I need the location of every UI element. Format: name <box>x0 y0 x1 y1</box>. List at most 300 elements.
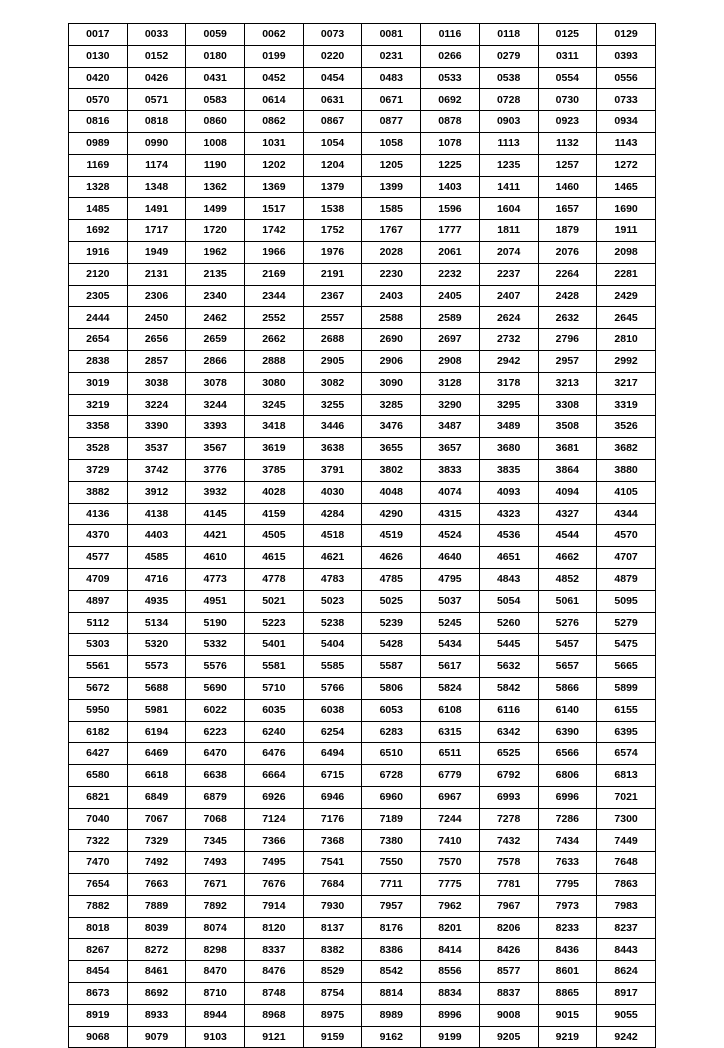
table-cell: 0671 <box>362 89 421 111</box>
table-row <box>69 721 656 743</box>
table-cell: 5303 <box>69 634 128 656</box>
table-cell: 5223 <box>245 612 304 634</box>
table-cell: 2624 <box>479 307 538 329</box>
table-cell: 7244 <box>421 808 480 830</box>
table-cell: 0017 <box>69 24 128 46</box>
table-cell: 7671 <box>186 874 245 896</box>
table-row <box>69 874 656 896</box>
table-cell: 7957 <box>362 895 421 917</box>
table-cell: 3508 <box>538 416 597 438</box>
table-cell: 8237 <box>597 917 656 939</box>
table-cell: 7434 <box>538 830 597 852</box>
table-cell: 2306 <box>127 285 186 307</box>
table-row <box>69 394 656 416</box>
table-cell: 6664 <box>245 765 304 787</box>
table-cell: 3178 <box>479 372 538 394</box>
table-row <box>69 1004 656 1026</box>
table-cell: 5320 <box>127 634 186 656</box>
table-cell: 3418 <box>245 416 304 438</box>
table-cell: 3680 <box>479 438 538 460</box>
table-cell: 8919 <box>69 1004 128 1026</box>
table-cell: 6510 <box>362 743 421 765</box>
table-cell: 1465 <box>597 176 656 198</box>
table-cell: 2428 <box>538 285 597 307</box>
table-cell: 1235 <box>479 154 538 176</box>
table-cell: 0125 <box>538 24 597 46</box>
number-table-container <box>68 23 656 1043</box>
table-cell: 3128 <box>421 372 480 394</box>
table-cell: 7930 <box>303 895 362 917</box>
table-cell: 7967 <box>479 895 538 917</box>
table-cell: 3078 <box>186 372 245 394</box>
table-cell: 7040 <box>69 808 128 830</box>
table-cell: 2662 <box>245 329 304 351</box>
table-cell: 6946 <box>303 786 362 808</box>
table-row <box>69 634 656 656</box>
table-row <box>69 481 656 503</box>
table-cell: 6993 <box>479 786 538 808</box>
table-cell: 8267 <box>69 939 128 961</box>
table-cell: 2632 <box>538 307 597 329</box>
table-cell: 8470 <box>186 961 245 983</box>
table-cell: 7882 <box>69 895 128 917</box>
number-table <box>68 23 656 1048</box>
table-cell: 2191 <box>303 263 362 285</box>
table-cell: 4290 <box>362 503 421 525</box>
table-cell: 6390 <box>538 721 597 743</box>
table-cell: 3776 <box>186 459 245 481</box>
table-cell: 4159 <box>245 503 304 525</box>
table-cell: 4403 <box>127 525 186 547</box>
table-cell: 1362 <box>186 176 245 198</box>
table-cell: 6053 <box>362 699 421 721</box>
table-cell: 0538 <box>479 67 538 89</box>
table-cell: 2645 <box>597 307 656 329</box>
table-cell: 3864 <box>538 459 597 481</box>
table-row <box>69 438 656 460</box>
table-cell: 8206 <box>479 917 538 939</box>
table-cell: 2857 <box>127 350 186 372</box>
table-row <box>69 895 656 917</box>
table-cell: 1143 <box>597 132 656 154</box>
table-cell: 2429 <box>597 285 656 307</box>
table-cell: 5276 <box>538 612 597 634</box>
table-cell: 5657 <box>538 656 597 678</box>
table-cell: 0818 <box>127 111 186 133</box>
table-cell: 2061 <box>421 241 480 263</box>
table-cell: 9008 <box>479 1004 538 1026</box>
table-cell: 4843 <box>479 568 538 590</box>
table-cell: 1811 <box>479 220 538 242</box>
table-cell: 2690 <box>362 329 421 351</box>
table-cell: 7278 <box>479 808 538 830</box>
table-cell: 4136 <box>69 503 128 525</box>
table-cell: 8556 <box>421 961 480 983</box>
table-cell: 0990 <box>127 132 186 154</box>
table-cell: 2462 <box>186 307 245 329</box>
table-cell: 8426 <box>479 939 538 961</box>
table-cell: 8865 <box>538 983 597 1005</box>
table-cell: 6638 <box>186 765 245 787</box>
table-cell: 4421 <box>186 525 245 547</box>
table-cell: 1596 <box>421 198 480 220</box>
table-cell: 7863 <box>597 874 656 896</box>
table-cell: 8120 <box>245 917 304 939</box>
table-row <box>69 808 656 830</box>
table-cell: 1538 <box>303 198 362 220</box>
table-cell: 7578 <box>479 852 538 874</box>
table-row <box>69 525 656 547</box>
table-cell: 7493 <box>186 852 245 874</box>
table-cell: 7663 <box>127 874 186 896</box>
table-cell: 5190 <box>186 612 245 634</box>
table-cell: 2957 <box>538 350 597 372</box>
table-cell: 8461 <box>127 961 186 983</box>
table-cell: 8996 <box>421 1004 480 1026</box>
table-cell: 3080 <box>245 372 304 394</box>
table-cell: 0426 <box>127 67 186 89</box>
table-cell: 2588 <box>362 307 421 329</box>
table-cell: 0631 <box>303 89 362 111</box>
table-cell: 5434 <box>421 634 480 656</box>
table-cell: 7795 <box>538 874 597 896</box>
table-row <box>69 917 656 939</box>
table-cell: 6342 <box>479 721 538 743</box>
table-cell: 1058 <box>362 132 421 154</box>
table-cell: 3833 <box>421 459 480 481</box>
table-cell: 0152 <box>127 45 186 67</box>
table-cell: 0556 <box>597 67 656 89</box>
table-cell: 3244 <box>186 394 245 416</box>
table-cell: 0180 <box>186 45 245 67</box>
table-cell: 5023 <box>303 590 362 612</box>
table-cell: 5766 <box>303 677 362 699</box>
table-cell: 6395 <box>597 721 656 743</box>
table-cell: 3729 <box>69 459 128 481</box>
table-cell: 5061 <box>538 590 597 612</box>
table-cell: 8542 <box>362 961 421 983</box>
table-cell: 6283 <box>362 721 421 743</box>
table-cell: 6792 <box>479 765 538 787</box>
table-cell: 2232 <box>421 263 480 285</box>
table-cell: 3219 <box>69 394 128 416</box>
table-cell: 2281 <box>597 263 656 285</box>
table-cell: 2688 <box>303 329 362 351</box>
table-cell: 5981 <box>127 699 186 721</box>
table-cell: 3619 <box>245 438 304 460</box>
table-cell: 7124 <box>245 808 304 830</box>
table-cell: 1517 <box>245 198 304 220</box>
table-cell: 8968 <box>245 1004 304 1026</box>
table-row <box>69 372 656 394</box>
table-cell: 5457 <box>538 634 597 656</box>
table-cell: 5428 <box>362 634 421 656</box>
table-cell: 0816 <box>69 111 128 133</box>
table-cell: 4935 <box>127 590 186 612</box>
table-cell: 1485 <box>69 198 128 220</box>
table-cell: 3476 <box>362 416 421 438</box>
table-cell: 1174 <box>127 154 186 176</box>
table-cell: 6715 <box>303 765 362 787</box>
table-cell: 0311 <box>538 45 597 67</box>
table-cell: 0860 <box>186 111 245 133</box>
table-cell: 7654 <box>69 874 128 896</box>
table-row <box>69 743 656 765</box>
table-cell: 6926 <box>245 786 304 808</box>
table-cell: 3567 <box>186 438 245 460</box>
table-cell: 7781 <box>479 874 538 896</box>
table-cell: 1078 <box>421 132 480 154</box>
table-cell: 4570 <box>597 525 656 547</box>
table-cell: 5112 <box>69 612 128 634</box>
table-cell: 5710 <box>245 677 304 699</box>
table-cell: 5404 <box>303 634 362 656</box>
table-cell: 5842 <box>479 677 538 699</box>
table-cell: 0118 <box>479 24 538 46</box>
table-cell: 8944 <box>186 1004 245 1026</box>
table-cell: 7176 <box>303 808 362 830</box>
table-cell: 2866 <box>186 350 245 372</box>
table-cell: 2444 <box>69 307 128 329</box>
table-cell: 7633 <box>538 852 597 874</box>
table-cell: 8176 <box>362 917 421 939</box>
table-cell: 0614 <box>245 89 304 111</box>
table-cell: 8837 <box>479 983 538 1005</box>
table-cell: 3487 <box>421 416 480 438</box>
table-cell: 4323 <box>479 503 538 525</box>
table-cell: 3019 <box>69 372 128 394</box>
table-cell: 3082 <box>303 372 362 394</box>
table-cell: 1328 <box>69 176 128 198</box>
table-cell: 8692 <box>127 983 186 1005</box>
table-cell: 5866 <box>538 677 597 699</box>
table-cell: 0483 <box>362 67 421 89</box>
table-cell: 6849 <box>127 786 186 808</box>
table-cell: 8834 <box>421 983 480 1005</box>
table-cell: 1604 <box>479 198 538 220</box>
table-cell: 3224 <box>127 394 186 416</box>
table-cell: 0730 <box>538 89 597 111</box>
table-cell: 3882 <box>69 481 128 503</box>
table-cell: 4505 <box>245 525 304 547</box>
table-cell: 4651 <box>479 547 538 569</box>
table-cell: 6470 <box>186 743 245 765</box>
table-cell: 9015 <box>538 1004 597 1026</box>
table-cell: 7067 <box>127 808 186 830</box>
table-cell: 8414 <box>421 939 480 961</box>
table-cell: 4327 <box>538 503 597 525</box>
table-cell: 0231 <box>362 45 421 67</box>
table-cell: 6806 <box>538 765 597 787</box>
table-cell: 3638 <box>303 438 362 460</box>
table-cell: 4783 <box>303 568 362 590</box>
table-row <box>69 198 656 220</box>
table-cell: 3791 <box>303 459 362 481</box>
table-cell: 3290 <box>421 394 480 416</box>
table-cell: 2656 <box>127 329 186 351</box>
table-cell: 0452 <box>245 67 304 89</box>
table-cell: 7021 <box>597 786 656 808</box>
table-cell: 5054 <box>479 590 538 612</box>
table-cell: 4536 <box>479 525 538 547</box>
table-cell: 3308 <box>538 394 597 416</box>
table-cell: 6879 <box>186 786 245 808</box>
table-cell: 5245 <box>421 612 480 634</box>
table-cell: 1720 <box>186 220 245 242</box>
table-cell: 7495 <box>245 852 304 874</box>
table-cell: 0199 <box>245 45 304 67</box>
table-cell: 6525 <box>479 743 538 765</box>
table-cell: 3295 <box>479 394 538 416</box>
table-cell: 4626 <box>362 547 421 569</box>
table-cell: 0862 <box>245 111 304 133</box>
table-cell: 8577 <box>479 961 538 983</box>
table-cell: 0571 <box>127 89 186 111</box>
table-row <box>69 590 656 612</box>
table-cell: 1205 <box>362 154 421 176</box>
table-cell: 4951 <box>186 590 245 612</box>
table-row <box>69 285 656 307</box>
table-cell: 9205 <box>479 1026 538 1048</box>
table-cell: 5025 <box>362 590 421 612</box>
table-row <box>69 677 656 699</box>
table-cell: 5806 <box>362 677 421 699</box>
table-cell: 5690 <box>186 677 245 699</box>
table-cell: 2230 <box>362 263 421 285</box>
table-cell: 8917 <box>597 983 656 1005</box>
table-cell: 4785 <box>362 568 421 590</box>
table-cell: 2405 <box>421 285 480 307</box>
table-cell: 6779 <box>421 765 480 787</box>
table-cell: 5238 <box>303 612 362 634</box>
table-cell: 9103 <box>186 1026 245 1048</box>
table-cell: 2810 <box>597 329 656 351</box>
table-cell: 4074 <box>421 481 480 503</box>
table-cell: 7368 <box>303 830 362 852</box>
table-row <box>69 612 656 634</box>
table-cell: 0081 <box>362 24 421 46</box>
table-cell: 7286 <box>538 808 597 830</box>
table-row <box>69 220 656 242</box>
table-cell: 1460 <box>538 176 597 198</box>
table-cell: 5632 <box>479 656 538 678</box>
table-cell: 1976 <box>303 241 362 263</box>
table-cell: 2135 <box>186 263 245 285</box>
table-cell: 5585 <box>303 656 362 678</box>
table-cell: 3932 <box>186 481 245 503</box>
table-cell: 2552 <box>245 307 304 329</box>
table-cell: 5475 <box>597 634 656 656</box>
table-cell: 1031 <box>245 132 304 154</box>
table-cell: 6996 <box>538 786 597 808</box>
table-cell: 1257 <box>538 154 597 176</box>
table-cell: 2131 <box>127 263 186 285</box>
table-row <box>69 154 656 176</box>
table-cell: 6476 <box>245 743 304 765</box>
table-cell: 3090 <box>362 372 421 394</box>
table-cell: 5581 <box>245 656 304 678</box>
table-cell: 8272 <box>127 939 186 961</box>
table-cell: 3285 <box>362 394 421 416</box>
table-cell: 8975 <box>303 1004 362 1026</box>
table-cell: 7914 <box>245 895 304 917</box>
table-cell: 6035 <box>245 699 304 721</box>
table-cell: 0266 <box>421 45 480 67</box>
table-cell: 8529 <box>303 961 362 983</box>
table-cell: 7492 <box>127 852 186 874</box>
table-cell: 5665 <box>597 656 656 678</box>
table-cell: 7449 <box>597 830 656 852</box>
table-cell: 4795 <box>421 568 480 590</box>
table-cell: 1585 <box>362 198 421 220</box>
table-cell: 3912 <box>127 481 186 503</box>
table-cell: 3528 <box>69 438 128 460</box>
table-row <box>69 45 656 67</box>
table-cell: 4778 <box>245 568 304 590</box>
table-cell: 1348 <box>127 176 186 198</box>
table-cell: 3319 <box>597 394 656 416</box>
table-cell: 1499 <box>186 198 245 220</box>
table-cell: 7410 <box>421 830 480 852</box>
table-row <box>69 89 656 111</box>
table-cell: 0062 <box>245 24 304 46</box>
table-cell: 9219 <box>538 1026 597 1048</box>
table-cell: 2120 <box>69 263 128 285</box>
table-row <box>69 547 656 569</box>
table-cell: 6116 <box>479 699 538 721</box>
table-cell: 2838 <box>69 350 128 372</box>
table-cell: 6821 <box>69 786 128 808</box>
table-cell: 9121 <box>245 1026 304 1048</box>
table-cell: 4621 <box>303 547 362 569</box>
table-cell: 2098 <box>597 241 656 263</box>
table-cell: 7962 <box>421 895 480 917</box>
table-cell: 9068 <box>69 1026 128 1048</box>
table-cell: 6967 <box>421 786 480 808</box>
table-cell: 8989 <box>362 1004 421 1026</box>
table-cell: 4773 <box>186 568 245 590</box>
table-cell: 8018 <box>69 917 128 939</box>
table-cell: 0059 <box>186 24 245 46</box>
table-cell: 7892 <box>186 895 245 917</box>
table-cell: 7068 <box>186 808 245 830</box>
table-cell: 4585 <box>127 547 186 569</box>
table-cell: 4138 <box>127 503 186 525</box>
table-cell: 5561 <box>69 656 128 678</box>
table-cell: 3358 <box>69 416 128 438</box>
table-cell: 3390 <box>127 416 186 438</box>
table-cell: 5899 <box>597 677 656 699</box>
table-cell: 2305 <box>69 285 128 307</box>
number-table-body <box>69 24 656 1048</box>
table-cell: 2076 <box>538 241 597 263</box>
table-cell: 6194 <box>127 721 186 743</box>
table-cell: 6813 <box>597 765 656 787</box>
table-cell: 3038 <box>127 372 186 394</box>
table-cell: 6108 <box>421 699 480 721</box>
table-cell: 2905 <box>303 350 362 372</box>
table-cell: 5445 <box>479 634 538 656</box>
table-cell: 0393 <box>597 45 656 67</box>
table-cell: 0431 <box>186 67 245 89</box>
table-cell: 6223 <box>186 721 245 743</box>
table-cell: 9199 <box>421 1026 480 1048</box>
table-cell: 5587 <box>362 656 421 678</box>
table-row <box>69 329 656 351</box>
table-cell: 4030 <box>303 481 362 503</box>
table-cell: 5095 <box>597 590 656 612</box>
table-cell: 4615 <box>245 547 304 569</box>
